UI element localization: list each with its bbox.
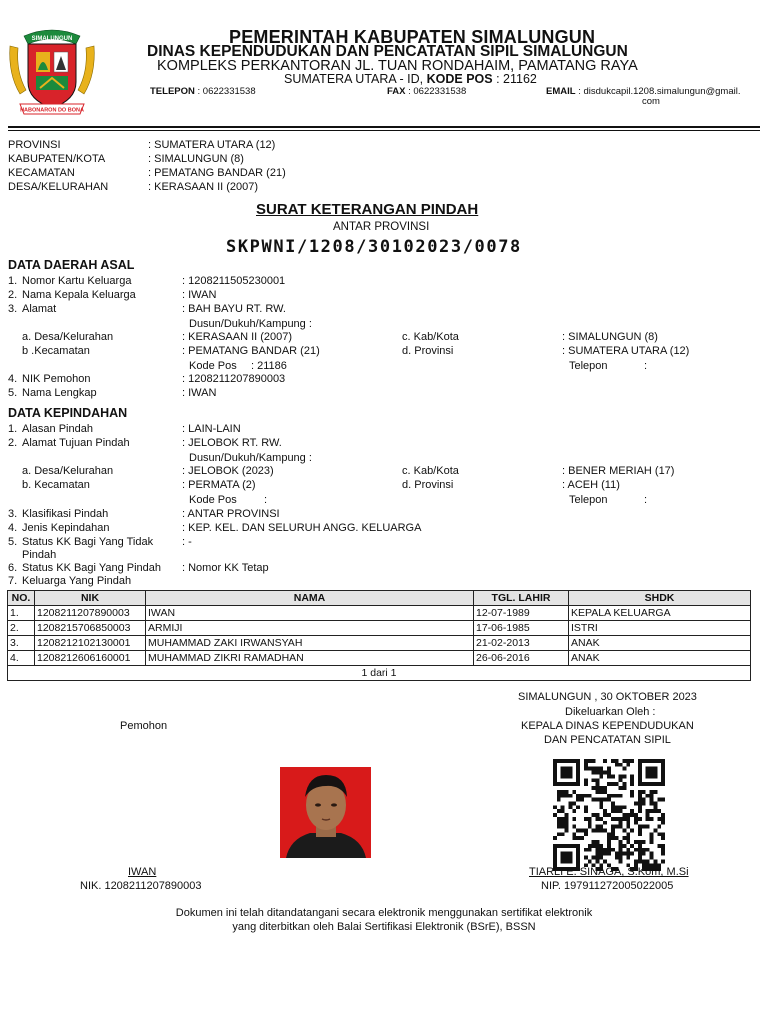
col-header-shdk: SHDK <box>569 591 751 606</box>
pindah-klasifikasi-no: 3. <box>8 508 18 520</box>
cell-nik: 1208212102130001 <box>35 636 146 651</box>
document-title: SURAT KETERANGAN PINDAH <box>256 201 479 218</box>
header-address: KOMPLEKS PERKANTORAN JL. TUAN RONDAHAIM, PAMATANG RAYA <box>157 58 638 74</box>
row-value: : 1208211207890003 <box>182 373 286 385</box>
signature-qr-code <box>553 759 665 871</box>
pemohon-label: Pemohon <box>120 720 168 732</box>
header-email-value: : disdukcapil.1208.simalungun@gmail. <box>575 86 741 97</box>
row-label: Alamat Tujuan Pindah <box>22 437 130 449</box>
row-no: 2. <box>8 289 18 301</box>
region-label: KABUPATEN/KOTA <box>8 153 106 165</box>
cell-no: 2. <box>8 621 35 636</box>
pemohon-nik: NIK. 1208211207890003 <box>80 880 202 892</box>
cell-nik: 1208215706850003 <box>35 621 146 636</box>
sign-office-1: KEPALA DINAS KEPENDUDUKAN <box>521 720 694 732</box>
region-label: DESA/KELURAHAN <box>8 181 109 193</box>
cell-tgl-lahir: 26-06-2016 <box>474 651 569 666</box>
row-no: 3. <box>8 303 18 315</box>
row-no: 5. <box>8 387 18 399</box>
header-telepon-value: : 0622331538 <box>194 86 256 97</box>
col-header-nik: NIK <box>35 591 146 606</box>
pindah-status-tidak-value: : - <box>182 536 192 548</box>
pindah-telepon-label: Telepon <box>569 494 608 506</box>
asal-telepon-value: : <box>644 360 648 372</box>
footer-note-line-2: yang diterbitkan oleh Balai Sertifikasi Elektronik (BSrE), BSSN <box>232 921 536 933</box>
pindah-status-pindah-no: 6. <box>8 562 18 574</box>
asal-kec-label: b .Kecamatan <box>22 345 90 357</box>
header-fax-label: FAX <box>387 86 406 97</box>
pindah-status-tidak-label-2: Pindah <box>22 549 57 561</box>
row-value: : IWAN <box>182 387 217 399</box>
cell-shdk: KEPALA KELUARGA <box>569 606 751 621</box>
pindah-kab-value: : BENER MERIAH (17) <box>562 465 675 477</box>
row-value: : LAIN-LAIN <box>182 423 241 435</box>
asal-kec-value: : PEMATANG BANDAR (21) <box>182 345 320 357</box>
cell-tgl-lahir: 17-06-1985 <box>474 621 569 636</box>
pindah-klasifikasi-label: Klasifikasi Pindah <box>22 508 109 520</box>
row-label: Nama Lengkap <box>22 387 97 399</box>
cell-shdk: ISTRI <box>569 621 751 636</box>
pindah-kodepos-label: Kode Pos <box>189 494 237 506</box>
pindah-kec-label: b. Kecamatan <box>22 479 90 491</box>
asal-desa-value: : KERASAAN II (2007) <box>182 331 293 343</box>
row-value: : BAH BAYU RT. RW. <box>182 303 286 315</box>
cell-nama: MUHAMMAD ZIKRI RAMADHAN <box>146 651 474 666</box>
pindah-klasifikasi-value: : ANTAR PROVINSI <box>182 508 280 520</box>
footer-note-line-1: Dokumen ini telah ditandatangani secara elektronik menggunakan sertifikat elektronik <box>175 907 593 919</box>
table-pagination-row <box>8 666 751 681</box>
header-agency-title: DINAS KEPENDUDUKAN DAN PENCATATAN SIPIL SIMALUNGUN <box>147 43 628 60</box>
sign-place-date: SIMALUNGUN , 30 OKTOBER 2023 <box>518 691 697 703</box>
region-value: : KERASAAN II (2007) <box>148 181 259 193</box>
cell-nik: 1208212606160001 <box>35 651 146 666</box>
asal-prov-value: : SUMATERA UTARA (12) <box>562 345 690 357</box>
asal-kodepos-value: : 21186 <box>251 360 287 372</box>
asal-kab-label: c. Kab/Kota <box>402 331 459 343</box>
row-no: 1. <box>8 275 18 287</box>
asal-dusun-label: Dusun/Dukuh/Kampung : <box>189 318 312 330</box>
pindah-kab-label: c. Kab/Kota <box>402 465 459 477</box>
pindah-desa-value: : JELOBOK (2023) <box>182 465 274 477</box>
table-pagination: 1 dari 1 <box>8 666 751 681</box>
row-label: Nomor Kartu Keluarga <box>22 275 132 287</box>
table-body <box>8 606 751 666</box>
pindah-dusun-label: Dusun/Dukuh/Kampung : <box>189 452 312 464</box>
header-province: SUMATERA UTARA - ID, <box>284 72 427 86</box>
pindah-prov-label: d. Provinsi <box>402 479 454 491</box>
pindah-keluarga-no: 7. <box>8 575 18 587</box>
cell-nama: IWAN <box>146 606 474 621</box>
pindah-keluarga-label: Keluarga Yang Pindah <box>22 575 132 587</box>
section-data-daerah-asal: DATA DAERAH ASAL <box>8 258 135 272</box>
section-data-kepindahan: DATA KEPINDAHAN <box>8 406 128 420</box>
pindah-telepon-value: : <box>644 494 648 506</box>
row-value: : IWAN <box>182 289 217 301</box>
header-divider-thick <box>8 126 760 128</box>
table-row <box>8 621 751 636</box>
pemohon-name: IWAN <box>128 866 157 878</box>
cell-tgl-lahir: 21-02-2013 <box>474 636 569 651</box>
pindah-kodepos-value: : <box>264 494 268 506</box>
pindah-desa-label: a. Desa/Kelurahan <box>22 465 114 477</box>
header-kodepos-value: : 21162 <box>492 72 537 86</box>
official-nip: NIP. 197911272005022005 <box>541 880 674 892</box>
region-value: : PEMATANG BANDAR (21) <box>148 167 286 179</box>
pindah-status-pindah-label: Status KK Bagi Yang Pindah <box>22 562 162 574</box>
header-government-title: PEMERINTAH KABUPATEN SIMALUNGUN <box>229 27 596 47</box>
pindah-status-tidak-label: Status KK Bagi Yang Tidak <box>22 536 154 548</box>
official-name: TIARLI E. SINAGA, S.Kom, M.Si <box>529 866 689 878</box>
cell-nik: 1208211207890003 <box>35 606 146 621</box>
cell-shdk: ANAK <box>569 651 751 666</box>
col-header-tgl-lahir: TGL. LAHIR <box>474 591 569 606</box>
row-label: Nama Kepala Keluarga <box>22 289 136 301</box>
row-label: Alasan Pindah <box>22 423 93 435</box>
header-divider-thin <box>8 130 760 131</box>
pindah-jenis-value: : KEP. KEL. DAN SELURUH ANGG. KELUARGA <box>182 522 422 534</box>
row-value: : 1208211505230001 <box>182 275 286 287</box>
asal-prov-label: d. Provinsi <box>402 345 454 357</box>
row-no: 1. <box>8 423 18 435</box>
cell-no: 3. <box>8 636 35 651</box>
region-value: : SUMATERA UTARA (12) <box>148 139 276 151</box>
asal-telepon-label: Telepon <box>569 360 608 372</box>
table-row <box>8 606 751 621</box>
logo-motto-text: HABONARON DO BONA <box>20 107 84 114</box>
pindah-jenis-no: 4. <box>8 522 18 534</box>
document-subtitle: ANTAR PROVINSI <box>333 221 430 233</box>
row-value: : JELOBOK RT. RW. <box>182 437 282 449</box>
pindah-status-tidak-no: 5. <box>8 536 18 548</box>
header-email-label: EMAIL <box>546 86 576 97</box>
header-kodepos-label: KODE POS <box>426 72 493 86</box>
applicant-photo <box>280 767 371 858</box>
asal-desa-label: a. Desa/Kelurahan <box>22 331 114 343</box>
sign-office-2: DAN PENCATATAN SIPIL <box>544 734 671 746</box>
table-row <box>8 651 751 666</box>
pindah-kec-value: : PERMATA (2) <box>182 479 256 491</box>
row-label: Alamat <box>22 303 57 315</box>
region-value: : SIMALUNGUN (8) <box>148 153 244 165</box>
sign-issued-by: Dikeluarkan Oleh : <box>565 706 656 718</box>
pindah-prov-value: : ACEH (11) <box>562 479 620 491</box>
col-header-no: NO. <box>8 591 35 606</box>
simalungun-emblem-logo <box>6 24 98 120</box>
pindah-jenis-label: Jenis Kepindahan <box>22 522 110 534</box>
region-label: KECAMATAN <box>8 167 75 179</box>
pindah-status-pindah-value: : Nomor KK Tetap <box>182 562 269 574</box>
row-no: 4. <box>8 373 18 385</box>
table-row <box>8 636 751 651</box>
row-no: 2. <box>8 437 18 449</box>
table-header-row <box>8 591 751 606</box>
header-province-postcode <box>284 72 537 86</box>
cell-no: 1. <box>8 606 35 621</box>
region-label: PROVINSI <box>8 139 61 151</box>
logo-top-text: SIMALUNGUN <box>31 36 73 42</box>
cell-tgl-lahir: 12-07-1989 <box>474 606 569 621</box>
header-telepon <box>150 86 256 97</box>
cell-nama: MUHAMMAD ZAKI IRWANSYAH <box>146 636 474 651</box>
col-header-nama: NAMA <box>146 591 474 606</box>
header-email-cont: com <box>642 96 660 107</box>
asal-kodepos-label: Kode Pos <box>189 360 237 372</box>
family-members-table <box>7 590 751 681</box>
row-label: NIK Pemohon <box>22 373 91 385</box>
header-fax-value: : 0622331538 <box>405 86 467 97</box>
header-fax <box>387 86 466 97</box>
asal-kab-value: : SIMALUNGUN (8) <box>562 331 658 343</box>
cell-shdk: ANAK <box>569 636 751 651</box>
document-number: SKPWNI/1208/30102023/0078 <box>226 237 522 257</box>
header-telepon-label: TELEPON <box>150 86 195 97</box>
cell-nama: ARMIJI <box>146 621 474 636</box>
cell-no: 4. <box>8 651 35 666</box>
